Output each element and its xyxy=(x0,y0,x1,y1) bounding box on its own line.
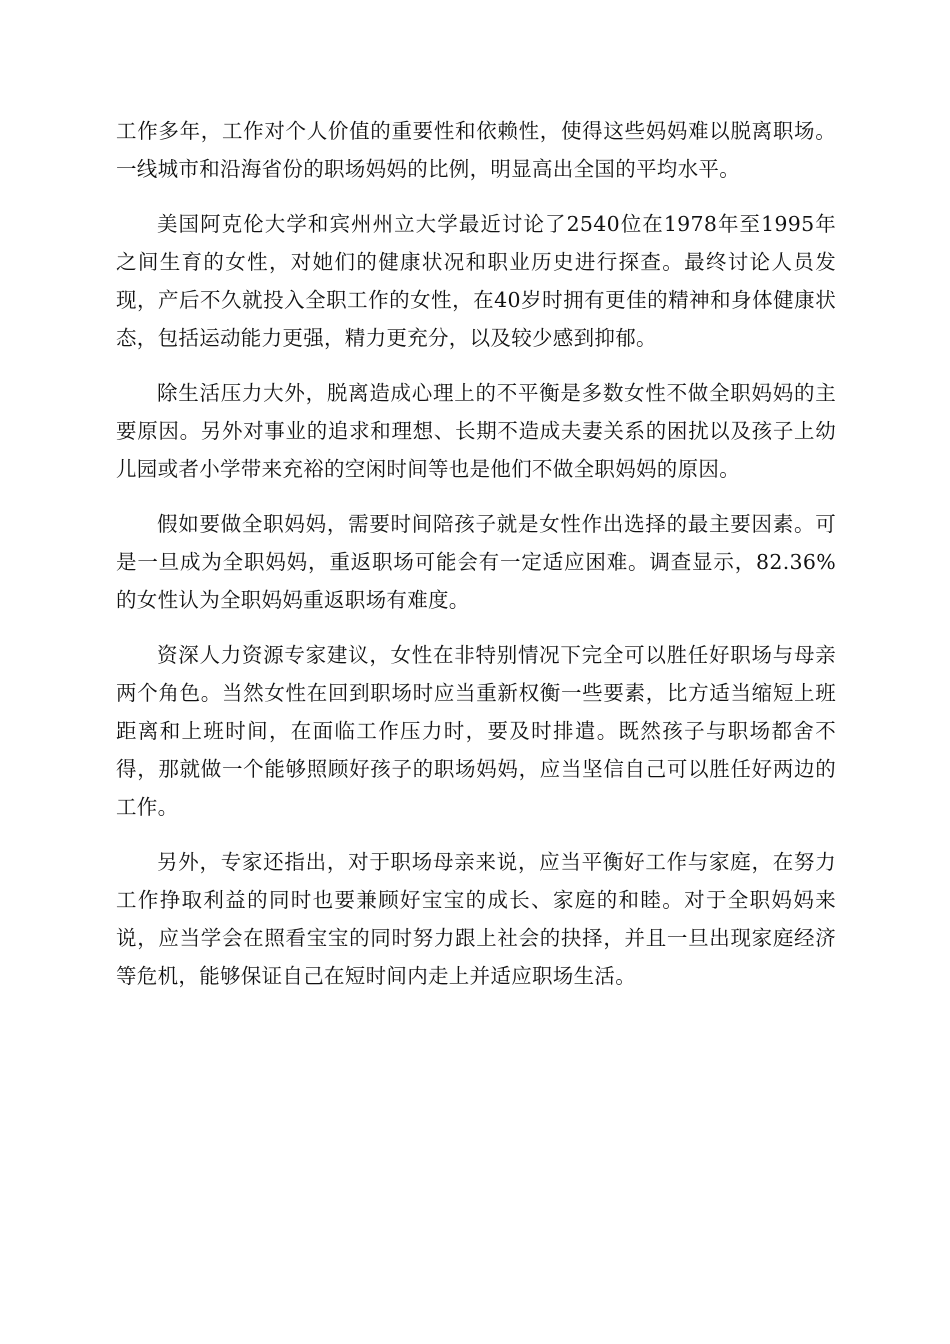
paragraph-expert-advice: 资深人力资源专家建议，女性在非特别情况下完全可以胜任好职场与母亲两个角色。当然女性在回到职场时应当重新权衡一些要素，比方适当缩短上班距离和上班时间，在面临工作压力时，要及时排遣。既然孩子与职场都舍不得，那就做一个能够照顾好孩子的职场妈妈，应当坚信自己可以胜任好两边的工作。 xyxy=(116,643,836,819)
paragraph-return-difficulty: 假如要做全职妈妈，需要时间陪孩子就是女性作出选择的最主要因素。可是一旦成为全职妈妈，重返职场可能会有一定适应困难。调查显示，82.36%的女性认为全职妈妈重返职场有难度。 xyxy=(116,512,836,612)
document-body xyxy=(116,112,836,1012)
paragraph-expert-notes: 另外，专家还指出，对于职场母亲来说，应当平衡好工作与家庭，在努力工作挣取利益的同时也要兼顾好宝宝的成长、家庭的和睦。对于全职妈妈来说，应当学会在照看宝宝的同时努力跟上社会的抉择，并且一旦出现家庭经济等危机，能够保证自己在短时间内走上并适应职场生活。 xyxy=(116,850,836,988)
paragraph-reasons: 除生活压力大外，脱离造成心理上的不平衡是多数女性不做全职妈妈的主要原因。另外对事业的追求和理想、长期不造成夫妻关系的困扰以及孩子上幼儿园或者小学带来充裕的空闲时间等也是他们不做全职妈妈的原因。 xyxy=(116,381,836,481)
paragraph-continued: 工作多年，工作对个人价值的重要性和依赖性，使得这些妈妈难以脱离职场。一线城市和沿海省份的职场妈妈的比例，明显高出全国的平均水平。 xyxy=(116,119,836,181)
paragraph-study-findings: 美国阿克伦大学和宾州州立大学最近讨论了2540位在1978年至1995年之间生育的女性，对她们的健康状况和职业历史进行探查。最终讨论人员发现，产后不久就投入全职工作的女性，在40岁时拥有更佳的精神和身体健康状态，包括运动能力更强，精力更充分，以及较少感到抑郁。 xyxy=(116,212,836,350)
